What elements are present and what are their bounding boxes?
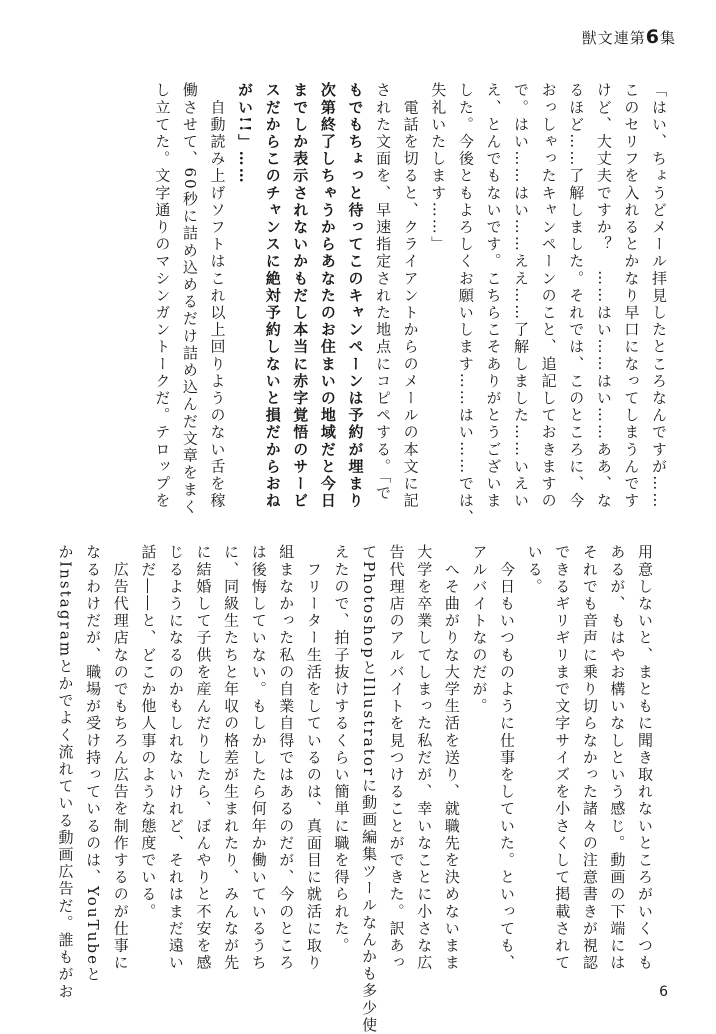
text-line: に結婚して子供を産んだりしたら、ぼんやりと不安を感 <box>194 544 213 972</box>
text-line: あるが、もはやお構いなしという感じ。動画の下端には <box>608 544 627 972</box>
text-line-emphasis: がい!!」…… <box>236 82 255 185</box>
text-line: 失礼いたします……」 <box>429 82 448 253</box>
text-line: それでも音声に乗り切らなかった諸々の注意書きが視認 <box>580 544 599 972</box>
text-line: された文面を、早速指定された地点にコピペする。「で <box>374 82 393 502</box>
text-line: かInstagramとかでよく流れている動画広告だ。誰もがお <box>56 544 75 1001</box>
text-line: フリーター生活をしているのは、真面目に就活に取り <box>304 544 323 972</box>
bottom-text-block <box>56 544 658 1034</box>
text-line-emphasis: 次第終了しちゃうからあなたのお住まいの地域だと今日 <box>318 82 337 510</box>
text-line: 働させて、60秒に詰め込めるだけ詰め込んだ文章をまく <box>180 82 199 516</box>
text-line: 「はい、ちょうどメール拝見したところなんですが…… <box>650 82 668 510</box>
text-line: このセリフを入れるとかなり早口になってしまうんです <box>622 82 641 510</box>
volume-number: 6 <box>645 26 660 48</box>
text-line: おっしゃったキャンペーンのこと、追記しておきますの <box>539 82 558 510</box>
text-line: 用意しないと、まともに聞き取れないところがいくつも <box>636 544 654 972</box>
text-line-emphasis: もでもちょっと待ってこのキャンペーンは予約が埋まり <box>346 82 365 510</box>
text-line: 広告代理店なのでもちろん広告を制作するのが仕事に <box>111 544 130 972</box>
text-line: てPhotoshopとIllustratorに動画編集ツールなんかも多少使 <box>360 544 379 1034</box>
text-line: した。今後ともよろしくお願いします……はい……では、 <box>456 82 475 527</box>
text-line: し立てた。文字通りのマシンガントークだ。テロップを <box>153 82 172 510</box>
text-line-emphasis: までしか表示されないかもだし本当に赤字覚悟のサービ <box>291 82 310 510</box>
text-line: できるギリギリまで文字サイズを小さくして掲載されて <box>553 544 572 972</box>
series-title: 獣文連第 <box>581 29 646 47</box>
text-line: いる。 <box>525 544 544 596</box>
text-line: に、同級生たちと年収の格差が生まれたり、みんなが先 <box>222 544 241 972</box>
series-suffix: 集 <box>659 29 676 47</box>
text-line: アルバイトなのだが。 <box>470 544 489 715</box>
text-line: へそ曲がりな大学生活を送り、就職先を決めないまま <box>442 544 461 972</box>
text-line: じるようになるのかもしれないけれど、それはまだ遠い <box>166 544 185 972</box>
text-line: は後悔していない。もしかしたら何年か働いているうち <box>249 544 268 972</box>
running-header <box>582 26 676 48</box>
text-line: るほど……了解しました。それでは、このところに、今 <box>567 82 586 510</box>
text-line: 自動読み上げソフトはこれ以上回りようのない舌を稼 <box>208 82 227 510</box>
text-line: 組まなかった私の自業自得ではあるのだが、今のところ <box>277 544 296 972</box>
top-text-block <box>72 82 672 527</box>
text-line: え、とんでもないです。こちらこそありがとうございま <box>484 82 503 510</box>
text-line: 大学を卒業してしまった私だが、幸いなことに小さな広 <box>415 544 434 972</box>
page-number: 6 <box>659 984 668 1000</box>
text-line: 今日もいつものように仕事をしていた。といっても、 <box>498 544 517 972</box>
text-line: 電話を切ると、クライアントからのメールの本文に記 <box>401 82 420 510</box>
text-line: えたので、拍子抜けするくらい簡単に職を得られた。 <box>332 544 351 955</box>
text-line: で。はい……はい……ええ……了解しました……いえい <box>512 82 531 510</box>
text-line: けど、大丈夫ですか？ ……はい……はい……ああ、な <box>594 82 613 510</box>
text-line-emphasis: スだからこのチャンスに絶対予約しないと損だからおね <box>263 82 282 510</box>
text-line: 話だ――と、どこか他人事のような態度でいる。 <box>139 544 158 921</box>
text-line: 告代理店のアルバイトを見つけることができた。訳あっ <box>387 544 406 972</box>
text-line: なるわけだが、職場が受け持っているのは、YouTubeと <box>84 544 103 984</box>
